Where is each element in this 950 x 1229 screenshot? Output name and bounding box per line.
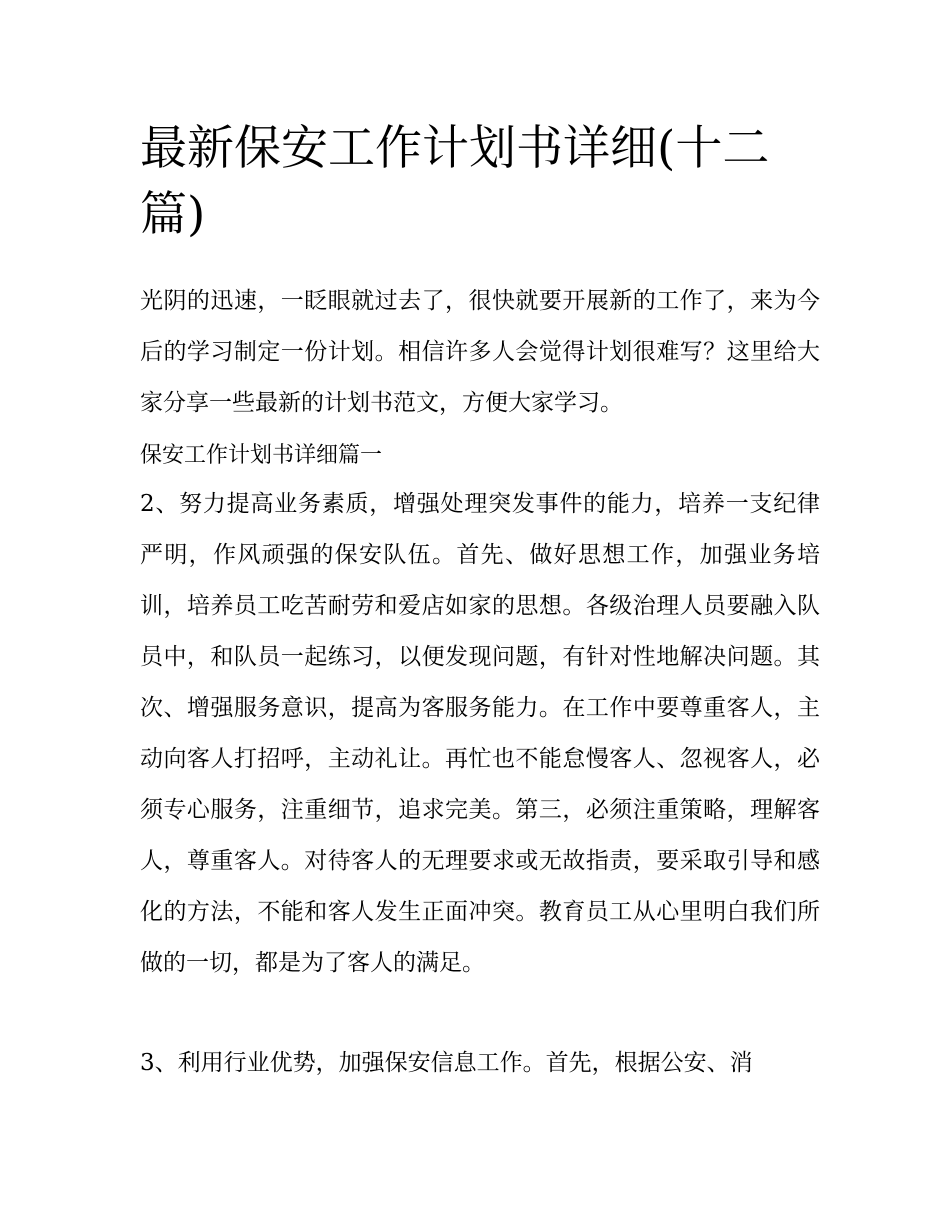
body-paragraph-2: 2、努力提高业务素质，增强处理突发事件的能力，培养一支纪律严明，作风顽强的保安队伍。首先、做好思想工作，加强业务培训，培养员工吃苦耐劳和爱店如家的思想。各级治理人员要融入队员中，和队员一起练习，以便发现问题，有针对性地解决问题。其次、增强服务意识，提高为客服务能力。在工作中要尊重客人，主动向客人打招呼，主动礼让。再忙也不能怠慢客人、忽视客人，必须专心服务，注重细节，追求完美。第三，必须注重策略，理解客人，尊重客人。对待客人的无理要求或无故指责，要采取引导和感化的方法，不能和客人发生正面冲突。教育员工从心里明白我们所做的一切，都是为了客人的满足。 (140, 491, 820, 976)
intro-paragraph: 光阴的迅速，一眨眼就过去了，很快就要开展新的工作了，来为今后的学习制定一份计划。相信许多人会觉得计划很难写？这里给大家分享一些最新的计划书范文，方便大家学习。 (140, 288, 820, 416)
document-title: 最新保安工作计划书详细(十二篇) (140, 121, 770, 242)
body-paragraph-3: 3、利用行业优势，加强保安信息工作。首先，根据公安、消 (140, 1050, 753, 1076)
section-heading: 保安工作计划书详细篇一 (140, 443, 383, 468)
